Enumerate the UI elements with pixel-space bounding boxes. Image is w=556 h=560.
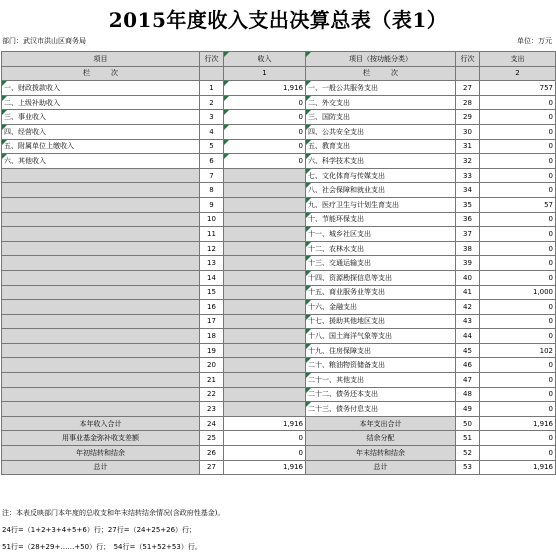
- expense-value: 0: [480, 227, 556, 242]
- expense-row-no: 34: [456, 183, 480, 198]
- income-value: [224, 373, 306, 388]
- income-value: [224, 256, 306, 271]
- expense-value: 0: [480, 314, 556, 329]
- income-value: [224, 358, 306, 373]
- income-value: [224, 343, 306, 358]
- income-value: [224, 241, 306, 256]
- expense-value: 0: [480, 358, 556, 373]
- expense-value: 0: [480, 139, 556, 154]
- expense-row-no: 27: [456, 81, 480, 96]
- expense-value: 0: [480, 270, 556, 285]
- expense-value: 0: [480, 241, 556, 256]
- expense-value: 0: [480, 387, 556, 402]
- expense-row-no: 35: [456, 197, 480, 212]
- income-value: [224, 402, 306, 417]
- column-index-2: 2: [480, 66, 556, 81]
- total-income-row-no: 26: [200, 446, 224, 461]
- expense-item: 十一、城乡社区支出: [306, 227, 456, 242]
- total-expense-value: 0: [480, 446, 556, 461]
- table-row: [2, 285, 556, 300]
- income-row-no: 4: [200, 124, 224, 139]
- income-item: [2, 329, 200, 344]
- income-value: 0: [224, 110, 306, 125]
- table-row: [2, 343, 556, 358]
- income-value: [224, 227, 306, 242]
- expense-row-no: 31: [456, 139, 480, 154]
- table-row: [2, 300, 556, 315]
- income-value: [224, 329, 306, 344]
- income-item: 四、经营收入: [2, 124, 200, 139]
- income-row-no: 9: [200, 197, 224, 212]
- income-row-no: 20: [200, 358, 224, 373]
- table-row: [2, 168, 556, 183]
- income-item: 六、其他收入: [2, 154, 200, 169]
- expense-value: 0: [480, 402, 556, 417]
- income-value: 0: [224, 139, 306, 154]
- expense-item: 一、一般公共服务支出: [306, 81, 456, 96]
- expense-item: 十四、资源勘探信息等支出: [306, 270, 456, 285]
- total-expense-label: 结余分配: [306, 431, 456, 446]
- total-income-value: 1,916: [224, 416, 306, 431]
- expense-row-no: 28: [456, 95, 480, 110]
- income-item: [2, 212, 200, 227]
- table-row: [2, 373, 556, 388]
- income-value: 1,916: [224, 81, 306, 96]
- income-value: 0: [224, 154, 306, 169]
- expense-row-no: 37: [456, 227, 480, 242]
- expense-value: 57: [480, 197, 556, 212]
- total-income-value: 0: [224, 446, 306, 461]
- total-income-row-no: 24: [200, 416, 224, 431]
- total-income-value: 1,916: [224, 460, 306, 475]
- total-income-value: 0: [224, 431, 306, 446]
- lanci-left-blank: [200, 66, 224, 81]
- expense-value: 0: [480, 256, 556, 271]
- income-value: [224, 314, 306, 329]
- expense-value: 0: [480, 95, 556, 110]
- expense-row-no: 33: [456, 168, 480, 183]
- total-income-label: 总计: [2, 460, 200, 475]
- total-expense-row-no: 53: [456, 460, 480, 475]
- table-row: [2, 154, 556, 169]
- expense-value: 0: [480, 124, 556, 139]
- total-expense-row-no: 50: [456, 416, 480, 431]
- income-row-no: 14: [200, 270, 224, 285]
- expense-row-no: 38: [456, 241, 480, 256]
- header-rowno-left: 行次: [200, 52, 224, 67]
- income-item: [2, 314, 200, 329]
- income-item: [2, 343, 200, 358]
- expense-row-no: 46: [456, 358, 480, 373]
- income-row-no: 12: [200, 241, 224, 256]
- table-row: [2, 256, 556, 271]
- income-value: [224, 212, 306, 227]
- expense-value: 0: [480, 373, 556, 388]
- total-expense-row-no: 52: [456, 446, 480, 461]
- income-row-no: 21: [200, 373, 224, 388]
- expense-value: 0: [480, 168, 556, 183]
- expense-value: 1,000: [480, 285, 556, 300]
- income-row-no: 19: [200, 343, 224, 358]
- income-row-no: 23: [200, 402, 224, 417]
- income-row-no: 7: [200, 168, 224, 183]
- total-expense-value: 1,916: [480, 416, 556, 431]
- expense-row-no: 43: [456, 314, 480, 329]
- income-row-no: 17: [200, 314, 224, 329]
- table-row: [2, 358, 556, 373]
- income-item: [2, 300, 200, 315]
- expense-value: 0: [480, 212, 556, 227]
- total-row: [2, 431, 556, 446]
- expense-value: 0: [480, 183, 556, 198]
- table-row: [2, 183, 556, 198]
- income-row-no: 11: [200, 227, 224, 242]
- table-row: [2, 314, 556, 329]
- budget-table: [1, 51, 556, 475]
- expense-item: 七、文化体育与传媒支出: [306, 168, 456, 183]
- expense-row-no: 32: [456, 154, 480, 169]
- income-item: [2, 227, 200, 242]
- table-row: [2, 197, 556, 212]
- income-item: 一、财政拨款收入: [2, 81, 200, 96]
- income-value: [224, 387, 306, 402]
- expense-row-no: 44: [456, 329, 480, 344]
- income-row-no: 1: [200, 81, 224, 96]
- table-row: [2, 387, 556, 402]
- income-item: 三、事业收入: [2, 110, 200, 125]
- note-line: 24行=（1+2+3+4+5+6）行；27行=（24+25+26）行；: [2, 526, 197, 534]
- column-index-1: 1: [224, 66, 306, 81]
- total-row: [2, 446, 556, 461]
- table-row: [2, 227, 556, 242]
- income-item: [2, 270, 200, 285]
- total-expense-row-no: 51: [456, 431, 480, 446]
- total-income-row-no: 27: [200, 460, 224, 475]
- expense-value: 102: [480, 343, 556, 358]
- expense-item: 二十、粮油物资储备支出: [306, 358, 456, 373]
- header-item-left: 项目: [2, 52, 200, 67]
- expense-item: 二十三、债务付息支出: [306, 402, 456, 417]
- income-item: [2, 373, 200, 388]
- total-income-label: 本年收入合计: [2, 416, 200, 431]
- total-expense-label: 总计: [306, 460, 456, 475]
- department-label: 部门：武汉市洪山区商务局: [2, 37, 86, 45]
- header-rowno-right: 行次: [456, 52, 480, 67]
- income-row-no: 16: [200, 300, 224, 315]
- expense-row-no: 48: [456, 387, 480, 402]
- expense-item: 八、社会保障和就业支出: [306, 183, 456, 198]
- table-row: [2, 402, 556, 417]
- total-expense-value: 0: [480, 431, 556, 446]
- income-row-no: 6: [200, 154, 224, 169]
- expense-item: 二十二、债务还本支出: [306, 387, 456, 402]
- income-row-no: 5: [200, 139, 224, 154]
- total-row: [2, 460, 556, 475]
- expense-item: 二、外交支出: [306, 95, 456, 110]
- income-value: [224, 270, 306, 285]
- lanci-right-blank: [456, 66, 480, 81]
- income-item: [2, 256, 200, 271]
- header-income: 收入: [224, 52, 306, 67]
- income-item: [2, 285, 200, 300]
- table-row: [2, 241, 556, 256]
- expense-item: 十二、农林水支出: [306, 241, 456, 256]
- expense-item: 九、医疗卫生与计划生育支出: [306, 197, 456, 212]
- expense-item: 五、教育支出: [306, 139, 456, 154]
- income-item: [2, 241, 200, 256]
- notes: [2, 505, 224, 556]
- table-row: [2, 124, 556, 139]
- income-item: [2, 183, 200, 198]
- expense-item: 十七、援助其他地区支出: [306, 314, 456, 329]
- expense-row-no: 41: [456, 285, 480, 300]
- income-value: [224, 300, 306, 315]
- total-income-row-no: 25: [200, 431, 224, 446]
- lanci-right: 栏 次: [306, 66, 456, 81]
- income-row-no: 15: [200, 285, 224, 300]
- lanci-left: 栏 次: [2, 66, 200, 81]
- expense-row-no: 39: [456, 256, 480, 271]
- income-value: [224, 168, 306, 183]
- income-value: [224, 183, 306, 198]
- expense-item: 十八、国土海洋气象等支出: [306, 329, 456, 344]
- total-income-label: 年初结转和结余: [2, 446, 200, 461]
- income-row-no: 3: [200, 110, 224, 125]
- expense-value: 757: [480, 81, 556, 96]
- expense-item: 二十一、其他支出: [306, 373, 456, 388]
- total-expense-value: 1,916: [480, 460, 556, 475]
- total-row: [2, 416, 556, 431]
- income-row-no: 18: [200, 329, 224, 344]
- table-row: [2, 95, 556, 110]
- income-row-no: 22: [200, 387, 224, 402]
- expense-row-no: 30: [456, 124, 480, 139]
- header-row: [2, 52, 556, 67]
- expense-item: 十五、商业服务业等支出: [306, 285, 456, 300]
- table-row: [2, 110, 556, 125]
- table-row: [2, 81, 556, 96]
- income-item: [2, 402, 200, 417]
- income-item: [2, 358, 200, 373]
- report-title: 2015年度收入支出决算总表（表1）: [108, 8, 448, 32]
- expense-row-no: 42: [456, 300, 480, 315]
- expense-value: 0: [480, 300, 556, 315]
- expense-item: 十六、金融支出: [306, 300, 456, 315]
- table-row: [2, 329, 556, 344]
- income-row-no: 10: [200, 212, 224, 227]
- income-value: 0: [224, 124, 306, 139]
- income-value: [224, 197, 306, 212]
- total-expense-label: 年末结转和结余: [306, 446, 456, 461]
- income-item: 五、附属单位上缴收入: [2, 139, 200, 154]
- expense-row-no: 40: [456, 270, 480, 285]
- income-row-no: 2: [200, 95, 224, 110]
- expense-value: 0: [480, 110, 556, 125]
- header-item-right: 项目（按功能分类）: [306, 52, 456, 67]
- expense-value: 0: [480, 154, 556, 169]
- income-item: 二、上级补助收入: [2, 95, 200, 110]
- expense-item: 六、科学技术支出: [306, 154, 456, 169]
- expense-item: 四、公共安全支出: [306, 124, 456, 139]
- table-row: [2, 270, 556, 285]
- expense-row-no: 45: [456, 343, 480, 358]
- income-row-no: 13: [200, 256, 224, 271]
- expense-row-no: 47: [456, 373, 480, 388]
- table-row: [2, 212, 556, 227]
- expense-item: 三、国防支出: [306, 110, 456, 125]
- income-value: 0: [224, 95, 306, 110]
- total-income-label: 用事业基金弥补收支差额: [2, 431, 200, 446]
- income-value: [224, 285, 306, 300]
- expense-item: 十九、住房保障支出: [306, 343, 456, 358]
- expense-value: 0: [480, 329, 556, 344]
- unit-label: 单位：万元: [517, 37, 552, 45]
- column-index-row: [2, 66, 556, 81]
- total-expense-label: 本年支出合计: [306, 416, 456, 431]
- income-item: [2, 168, 200, 183]
- expense-item: 十三、交通运输支出: [306, 256, 456, 271]
- expense-row-no: 29: [456, 110, 480, 125]
- header-expense: 支出: [480, 52, 556, 67]
- income-item: [2, 197, 200, 212]
- income-row-no: 8: [200, 183, 224, 198]
- expense-row-no: 49: [456, 402, 480, 417]
- note-line: 51行=（28+29+……+50）行； 54行=（51+52+53）行。: [2, 543, 202, 551]
- expense-row-no: 36: [456, 212, 480, 227]
- table-row: [2, 139, 556, 154]
- income-item: [2, 387, 200, 402]
- note-line: 注：本表反映部门本年度的总收支和年末结转结余情况(含政府性基金)。: [2, 509, 225, 517]
- expense-item: 十、节能环保支出: [306, 212, 456, 227]
